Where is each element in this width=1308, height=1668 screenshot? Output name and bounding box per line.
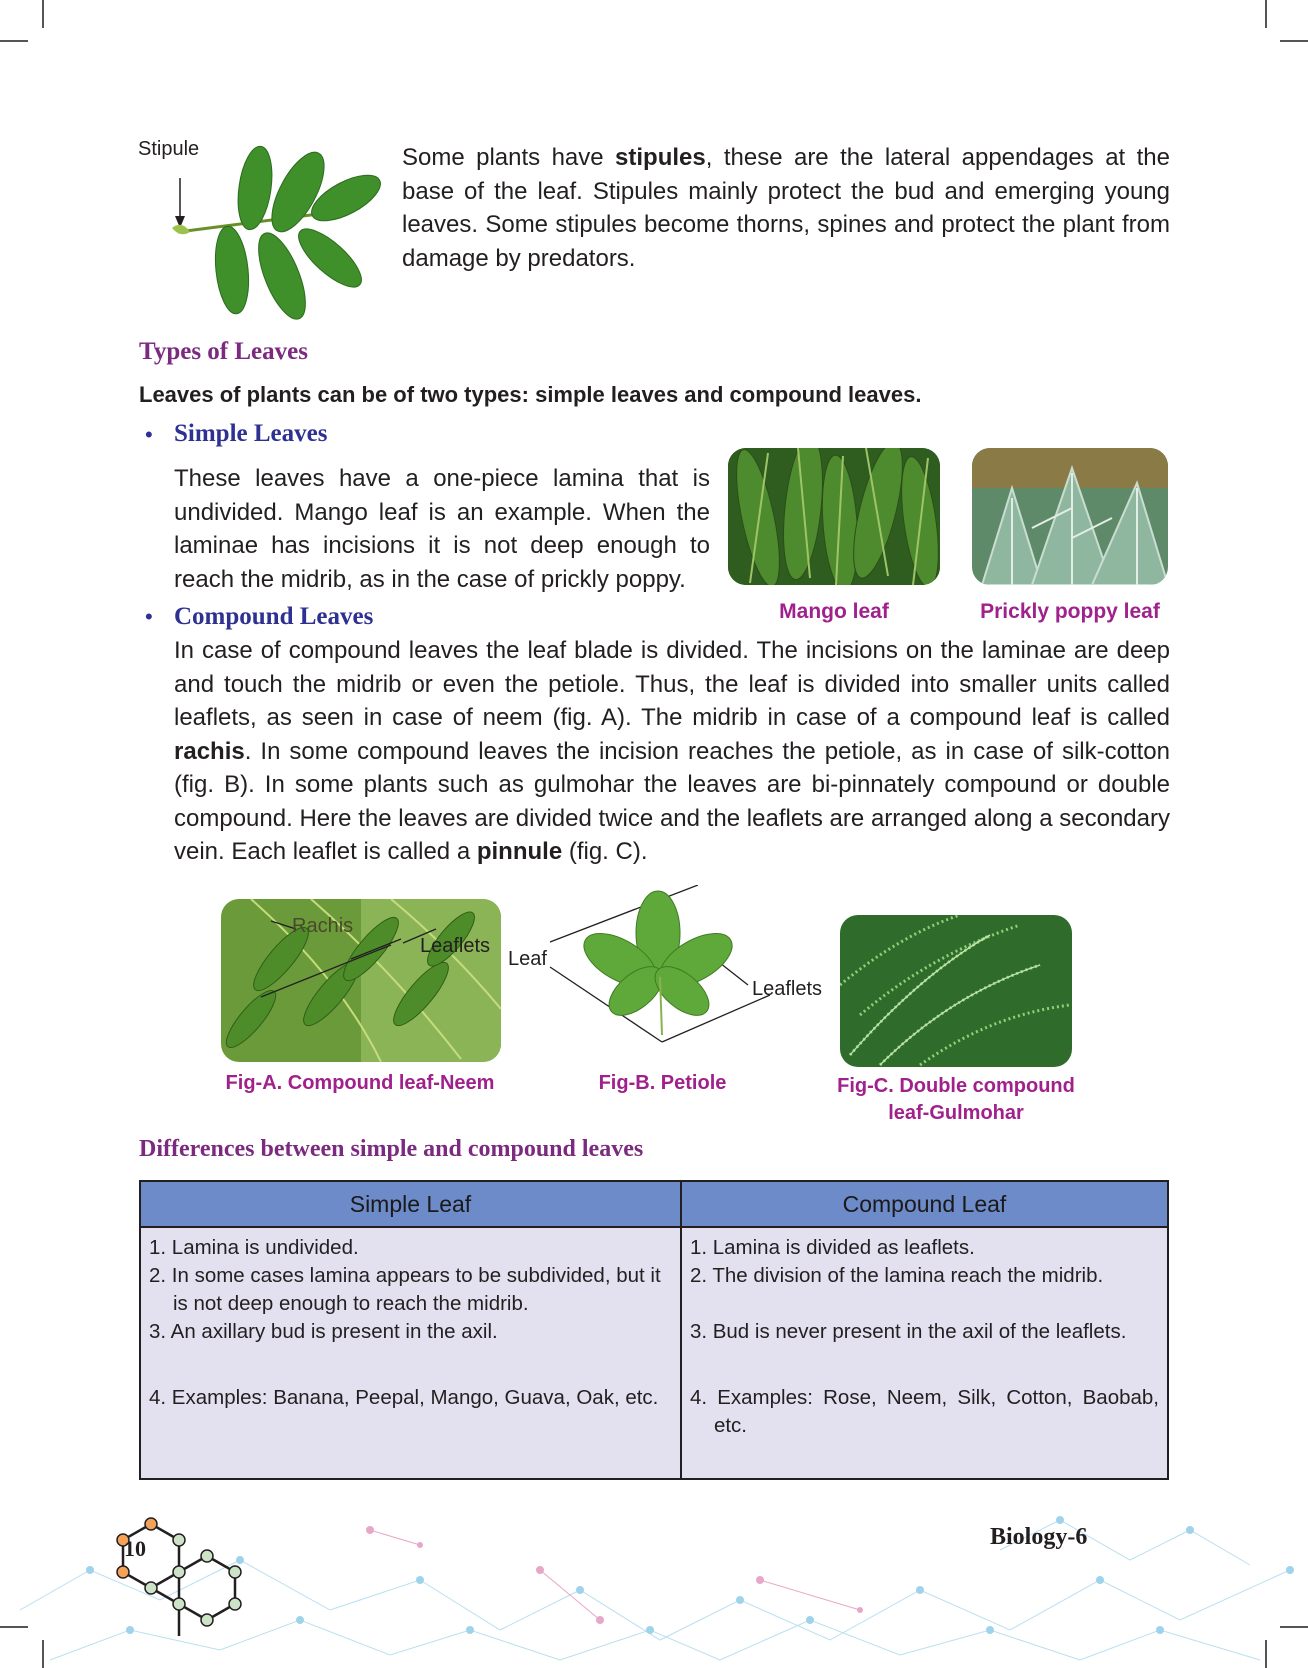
list-item: 2. The division of the lamina reach the midrib. — [689, 1264, 1104, 1287]
fig-b-leaf-label: Leaf — [508, 948, 547, 970]
mango-leaf-caption: Mango leaf — [779, 600, 889, 623]
fig-c-gulmohar-photo — [840, 915, 1072, 1067]
text-run: , these are the lateral appendages at the base of the leaf. Stipules mainly protect the bud and emerging young leaves. Some stipules become thorns, spines and protect the plant from damage by predators. — [402, 144, 1170, 272]
list-item: 1. Lamina is undivided. — [149, 1236, 359, 1259]
table-row — [140, 1227, 1168, 1479]
simple-leaf-header: Simple Leaf — [140, 1181, 681, 1227]
bold-term: stipules — [615, 144, 706, 171]
text-run: Some plants have — [402, 144, 616, 171]
crop-mark — [0, 40, 28, 42]
simple-bullet: • — [145, 422, 153, 447]
stipule-leaf-illustration — [150, 140, 390, 340]
fig-b-silk-cotton-leaf — [540, 885, 770, 1045]
crop-mark — [1280, 40, 1308, 42]
types-intro: Leaves of plants can be of two types: simple leaves and compound leaves. — [139, 382, 922, 407]
compound-leaves-text — [174, 634, 1170, 869]
differences-table — [139, 1180, 1169, 1480]
list-item: 4. Examples: Rose, Neem, Silk, Cotton, Baobab, etc. — [689, 1386, 1159, 1437]
list-item: 3. An axillary bud is present in the axil. — [149, 1320, 498, 1343]
differences-heading: Differences between simple and compound leaves — [139, 1136, 644, 1162]
stipule-paragraph — [402, 141, 1170, 275]
text-run: . In some compound leaves the incision reaches the petiole, as in case of silk-cotton (fig. B). In some plants such as gulmohar the leaves are bi-pinnately compound or double compound. Here the leaves are divided twice and the leaflets are arranged along a secondary vein. Each leaflet is called a — [174, 737, 1170, 865]
prickly-poppy-photo — [972, 448, 1168, 585]
compound-leaves-heading: Compound Leaves — [174, 603, 374, 630]
simple-leaves-text: These leaves have a one-piece lamina that is undivided. Mango leaf is an example. When the laminae has incisions it is not deep enough to reach the midrib, as in the case of prickly poppy. — [174, 465, 710, 593]
text-run: In case of compound leaves the leaf blade is divided. The incisions on the laminae are deep and touch the midrib or even the petiole. Thus, the leaf is divided into smaller units called leaflets, as seen in case of neem (fig. A). The midrib in case of a compound leaf is called — [174, 637, 1170, 731]
list-item: 3. Bud is never present in the axil of the leaflets. — [689, 1320, 1127, 1343]
fig-c-caption-line1: Fig-C. Double compound — [837, 1075, 1075, 1097]
crop-mark — [1265, 0, 1267, 28]
fig-a-neem-photo — [221, 899, 501, 1062]
book-title: Biology-6 — [990, 1524, 1088, 1550]
page-number-hexagon-badge — [95, 1500, 245, 1640]
fig-c-caption-line2: leaf-Gulmohar — [888, 1102, 1024, 1124]
fig-a-caption: Fig-A. Compound leaf-Neem — [225, 1072, 495, 1094]
simple-leaf-column — [140, 1227, 681, 1479]
fig-b-caption: Fig-B. Petiole — [598, 1072, 727, 1094]
prickly-poppy-caption: Prickly poppy leaf — [980, 600, 1160, 623]
compound-leaf-column — [681, 1227, 1168, 1479]
page-number: 10 — [124, 1536, 146, 1561]
types-of-leaves-heading: Types of Leaves — [139, 338, 308, 365]
stipule-label: Stipule — [138, 138, 200, 160]
list-item: 1. Lamina is divided as leaflets. — [689, 1236, 975, 1259]
fig-a-leaflets-label: Leaflets — [420, 935, 491, 957]
compound-bullet: • — [145, 604, 153, 629]
text-run: (fig. C). — [562, 838, 648, 865]
bold-term: pinnule — [476, 838, 563, 865]
simple-leaves-heading: Simple Leaves — [174, 420, 328, 447]
fig-a-rachis-label: Rachis — [292, 915, 354, 937]
crop-mark — [42, 0, 44, 28]
list-item: 4. Examples: Banana, Peepal, Mango, Guava, Oak, etc. — [149, 1386, 659, 1409]
compound-leaf-header: Compound Leaf — [681, 1181, 1168, 1227]
bold-term: rachis — [174, 737, 245, 765]
table-header-row — [140, 1181, 1168, 1227]
list-item: 2. In some cases lamina appears to be subdivided, but it is not deep enough to reach the midrib. — [149, 1264, 661, 1315]
fig-b-leaflets-label: Leaflets — [752, 978, 823, 1000]
mango-leaf-photo — [728, 448, 940, 585]
